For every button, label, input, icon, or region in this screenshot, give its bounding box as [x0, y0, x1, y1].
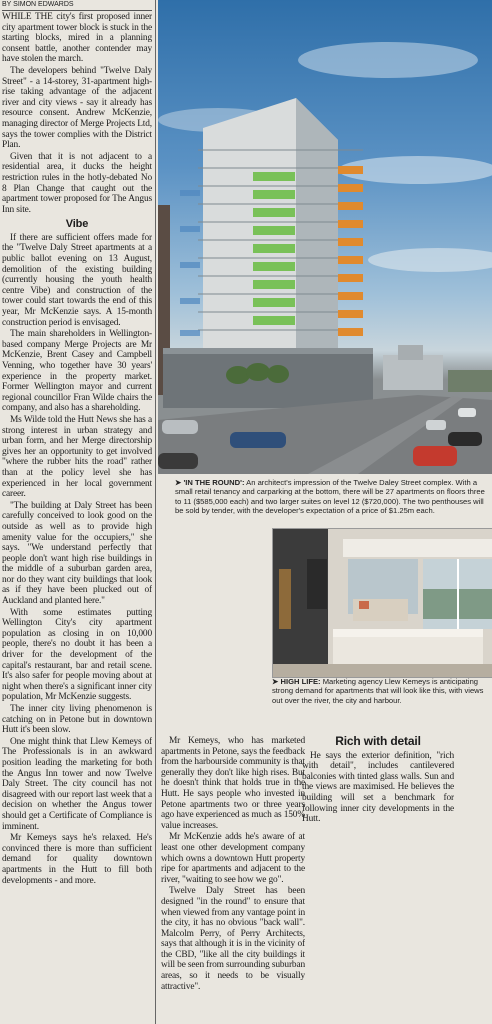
- article-paragraph: Mr Kemeys says he's relaxed. He's convinced there is more than sufficient demand for quality downtown apartments in the Hutt to fill both developments - and more.: [2, 833, 152, 886]
- tower-illustration: [158, 0, 492, 474]
- article-paragraph: With some estimates putting Wellington City's city apartment population as closing in on 10,000 people, there's no doubt it has been a driver for the development of the capital's restaurant, bar and retail scene. It's also safer for people moving about at night when there's a significant inner city population, Mr McKenzie suggests.: [2, 607, 152, 703]
- paragraph-group-b: [2, 233, 152, 886]
- paragraph-group-c: [161, 736, 305, 992]
- article-paragraph: "The building at Daly Street has been carefully conceived to look good on the outside as well as to provide high amenity value for the occupiers," she says. "We understand perfectly that people don't want high rise buildings in the middle of a suburban garden area, nor do they want city buildings that look as if they have been plucked out of Auckland and planted here.": [2, 500, 152, 607]
- article-paragraph: The inner city living phenomenon is catching on in Petone but in downtown Hutt it's been slow.: [2, 704, 152, 736]
- article-paragraph: Mr McKenzie adds he's aware of at least one other development company which owns a downtown Hutt property ripe for apartments and adjacent to the river, "waiting to see how we go".: [161, 832, 305, 885]
- byline: BY SIMON EDWARDS: [2, 0, 152, 11]
- article-paragraph: One might think that Llew Kemeys of The Professionals is in an awkward position leading the marketing for both the Angus Inn tower and now Twelve Daly Street. The city council has not disagreed with our report last week that a decision on whether the Angus tower should get a Certificate of Compliance is imminent.: [2, 736, 152, 832]
- article-column-3: [302, 736, 454, 844]
- subhead-vibe: Vibe: [65, 218, 89, 231]
- article-paragraph: Twelve Daly Street has been designed "in the round" to ensure that when viewed from any vantage point in the city, it has no obvious "back wall". Malcolm Perry, of Perry Architects, says that although it is in the vicinity of the CBD, "like all the city buildings it will be seen from surrounding suburban areas, so it needs to be visually attractive".: [161, 886, 305, 992]
- article-paragraph: He says the exterior definition, "rich with detail", includes cantilevered balconies with tinted glass walls. Sun and the views are maximised. He believes the building will set a benchmark for following inner city developments in the Hutt.: [302, 750, 454, 825]
- article-paragraph: If there are sufficient offers made for the "Twelve Daly Street apartments at a public ballot evening on 13 August, demolition of the existing building (currently housing the youth health centre Vibe) and construction of the tower could start towards the end of this year, Mr McKenzie says. A 15-month construction period is envisaged.: [2, 232, 152, 328]
- caption-arrow: ➤: [175, 478, 184, 487]
- interior-photo: [272, 528, 492, 678]
- article-column-1: [2, 12, 152, 1022]
- article-paragraph: The developers behind "Twelve Daly Street" - a 14-storey, 31-apartment high-rise taking advantage of the adjacent river and city views - say it already has resource consent. Andrew McKenzie, managing director of Merge Projects Ltd, says the tower complies with the District Plan.: [2, 65, 152, 151]
- tower-rendering-photo: [158, 0, 492, 474]
- article-paragraph: Given that it is not adjacent to a residential area, it ducks the height restriction rules in the hotly-debated No 8 Plan Change that caught out the apartment tower proposed for The Angus Inn site.: [2, 151, 152, 215]
- photo-caption-round: [175, 478, 492, 528]
- caption-label: 'IN THE ROUND':: [183, 478, 245, 487]
- column-rule: [155, 0, 156, 1024]
- subhead-rich-with-detail: Rich with detail: [335, 736, 421, 748]
- photo-caption-high-life: [272, 677, 492, 713]
- caption-text: An architect's impression of the Twelve Daley Street complex. With a small retail tenancy and carparking at the bottom, there will be 27 apartments on floors three to 11 ($585,000 each) and two larger suites on level 12 ($720,000). The two penthouses will be sold by tender, with the developer's expectation of a price of $1.25m each.: [175, 478, 485, 516]
- living-room-illustration: [273, 529, 492, 677]
- article-paragraph: The main shareholders in Wellington-based company Merge Projects are Mr McKenzie, Brent Casey and Campbell Venning, who together have 30 years' experience in the property market. Former Wellington mayor and current regional councillor Fran Wilde chairs the company, and also has a shareholding.: [2, 329, 152, 414]
- article-paragraph: Ms Wilde told the Hutt News she has a strong interest in urban strategy and urban form, and her Merge directorship gives her an opportunity to get involved "where the rubber hits the road" rather than at the policy level she has experienced in her local government career.: [2, 414, 152, 500]
- article-paragraph: WHILE THE city's first proposed inner city apartment tower block is stuck in the starting blocks, mired in a planning consent battle, another contender may have stolen the march.: [2, 12, 152, 65]
- article-paragraph: Mr Kemeys, who has marketed apartments in Petone, says the feedback from the harbourside community is that generally they don't like high rises. But he doesn't think that holds true in the Hutt. He says people who invested in Petone apartments two or three years ago have experienced as much as 150% value increases.: [161, 736, 305, 831]
- paragraph-group-d: [302, 751, 454, 825]
- article-column-2: [161, 736, 305, 1024]
- caption-text-2: Marketing agency Llew Kemeys is anticipating strong demand for apartments that will look like this, with views out over the river, the city and harbour.: [272, 677, 484, 705]
- caption-arrow-2: ➤: [272, 677, 281, 686]
- caption-label-2: HIGH LIFE:: [280, 677, 321, 686]
- paragraph-group-a: [2, 12, 152, 215]
